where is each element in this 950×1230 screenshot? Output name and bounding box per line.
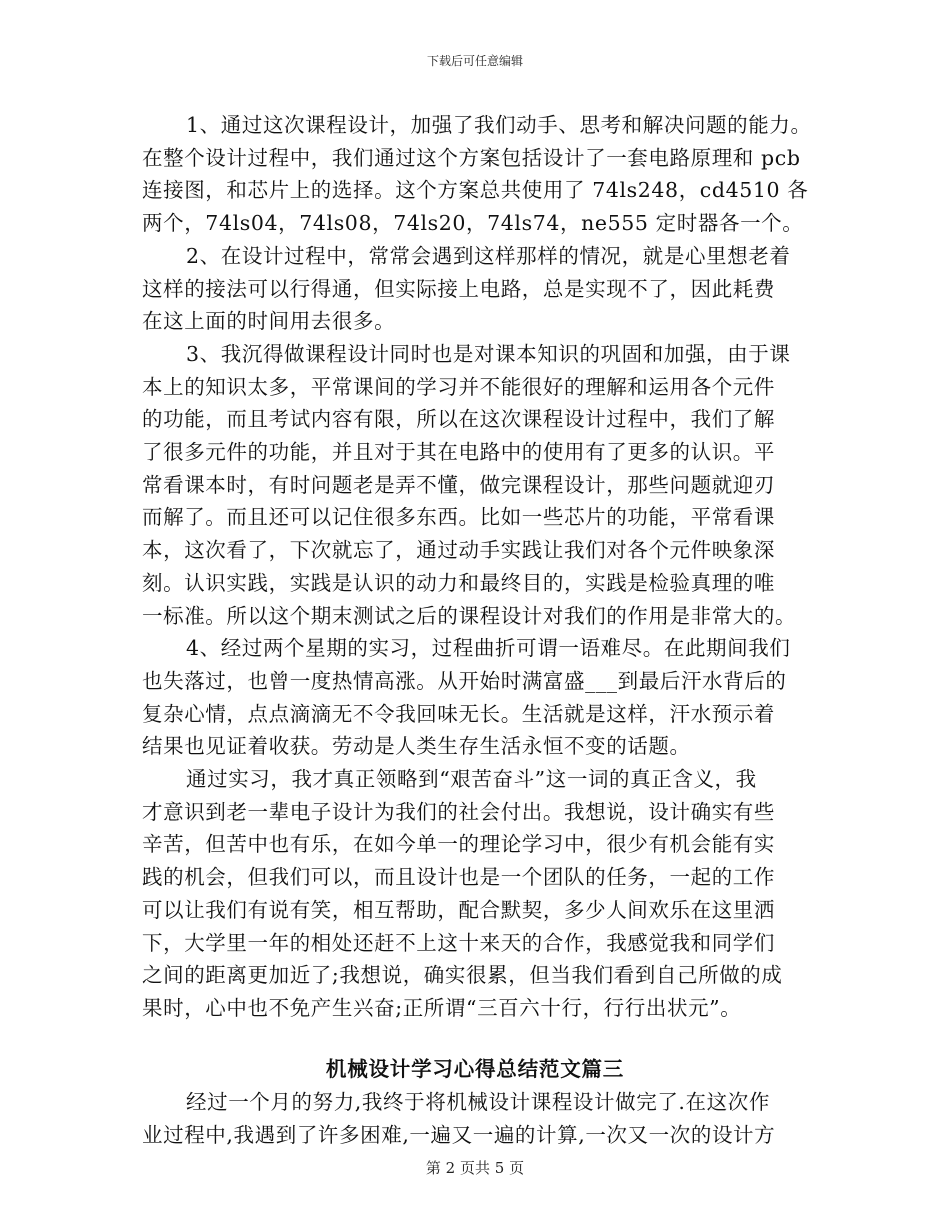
text-line: 经过一个月的努力,我终于将机械设计课程设计做完了.在这次作 bbox=[186, 1090, 770, 1114]
text-line: 本，这次看了，下次就忘了，通过动手实践让我们对各个元件映象深 bbox=[142, 538, 775, 563]
text-line: 一标准。所以这个期末测试之后的课程设计对我们的作用是非常大的。 bbox=[142, 603, 797, 628]
text-line: 践的机会，但我们可以，而且设计也是一个团队的任务，一起的工作 bbox=[142, 865, 775, 890]
text-line: 这样的接法可以行得通，但实际接上电路，总是实现不了，因此耗费 bbox=[142, 276, 775, 301]
text-line: 常看课本时，有时问题老是弄不懂，做完课程设计，那些问题就迎刃 bbox=[142, 472, 775, 497]
text-line: 4、经过两个星期的实习，过程曲折可谓一语难尽。在此期间我们 bbox=[186, 636, 791, 661]
text-line: 可以让我们有说有笑，相互帮助，配合默契，多少人间欢乐在这里洒 bbox=[142, 897, 775, 922]
text-line: 结果也见证着收获。劳动是人类生存生活永恒不变的话题。 bbox=[142, 734, 691, 759]
text-line: 本上的知识太多，平常课间的学习并不能很好的理解和运用各个元件 bbox=[142, 374, 775, 399]
text-line: 了很多元件的功能，并且对于其在电路中的使用有了更多的认识。平 bbox=[142, 440, 775, 464]
text-line: 辛苦，但苦中也有乐，在如今单一的理论学习中，很少有机会能有实 bbox=[142, 832, 775, 857]
text-line: 在这上面的时间用去很多。 bbox=[142, 309, 396, 334]
text-line: 2、在设计过程中，常常会遇到这样那样的情况，就是心里想老着 bbox=[186, 243, 791, 268]
text-line: 也失落过，也曾一度热情高涨。从开始时满富盛___到最后汗水背后的 bbox=[142, 668, 787, 693]
text-line: 而解了。而且还可以记住很多东西。比如一些芯片的功能，平常看课 bbox=[142, 505, 775, 530]
text-line: 3、我沉得做课程设计同时也是对课本知识的巩固和加强，由于课 bbox=[186, 341, 791, 366]
text-line: 两个，74ls04，74ls08，74ls20，74ls74，ne555 定时器各一个。 bbox=[142, 211, 804, 236]
text-line: 下，大学里一年的相处还赶不上这十来天的合作，我感觉我和同学们 bbox=[142, 930, 775, 955]
text-line: 之间的距离更加近了;我想说，确实很累，但当我们看到自己所做的成 bbox=[142, 963, 783, 988]
page-header: 下载后可任意编辑 bbox=[426, 54, 523, 68]
page-footer: 第 2 页共 5 页 bbox=[425, 1159, 525, 1177]
text-line: 1、通过这次课程设计，加强了我们动手、思考和解决问题的能力。 bbox=[186, 113, 812, 137]
text-line: 才意识到老一辈电子设计为我们的社会付出。我想说，设计确实有些 bbox=[142, 799, 775, 824]
text-line: 通过实习，我才真正领略到“艰苦奋斗”这一词的真正含义，我 bbox=[186, 767, 757, 791]
text-line: 刻。认识实践，实践是认识的动力和最终目的，实践是检验真理的唯 bbox=[142, 570, 775, 595]
text-line: 连接图，和芯片上的选择。这个方案总共使用了 74ls248，cd4510 各 bbox=[142, 178, 809, 203]
text-line: 复杂心情，点点滴滴无不令我回味无长。生活就是这样，汗水预示着 bbox=[142, 701, 775, 726]
text-line: 果时，心中也不免产生兴奋;正所谓“三百六十行，行行出状元”。 bbox=[142, 995, 742, 1020]
text-line: 的功能，而且考试内容有限，所以在这次课程设计过程中，我们了解 bbox=[142, 407, 775, 432]
text-line: 业过程中,我遇到了许多困难,一遍又一遍的计算,一次又一次的设计方 bbox=[142, 1122, 776, 1147]
text-line: 在整个设计过程中，我们通过这个方案包括设计了一套电路原理和 pcb bbox=[142, 145, 801, 170]
section-title: 机械设计学习心得总结范文篇三 bbox=[325, 1057, 625, 1081]
